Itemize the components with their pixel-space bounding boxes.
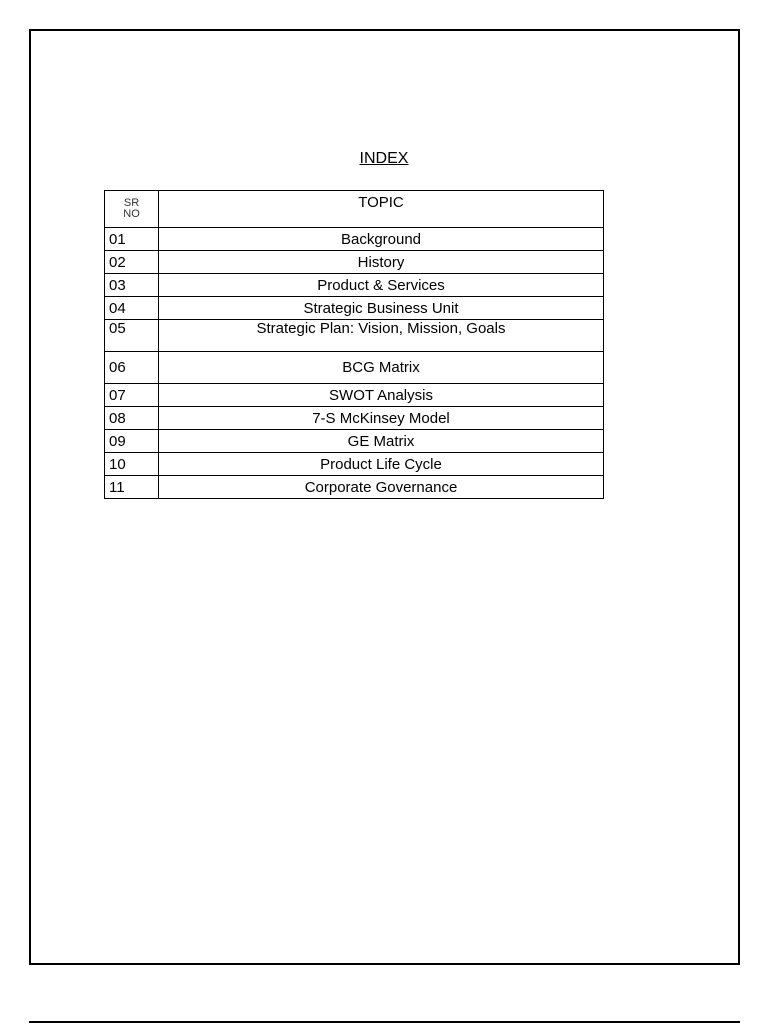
row-number: 07 — [105, 384, 159, 407]
row-topic: 7-S McKinsey Model — [159, 407, 604, 430]
row-topic: Corporate Governance — [159, 476, 604, 499]
table-row — [105, 274, 604, 297]
table-row — [105, 228, 604, 251]
row-topic: Product & Services — [159, 274, 604, 297]
row-topic: BCG Matrix — [159, 352, 604, 384]
row-number: 04 — [105, 297, 159, 320]
table-row — [105, 320, 604, 352]
row-number: 11 — [105, 476, 159, 499]
table-row — [105, 453, 604, 476]
bottom-divider — [29, 1021, 740, 1023]
table-row — [105, 297, 604, 320]
row-topic: Background — [159, 228, 604, 251]
table-row — [105, 430, 604, 453]
row-number: 05 — [105, 320, 159, 352]
row-topic: Strategic Plan: Vision, Mission, Goals — [159, 320, 604, 352]
table-row — [105, 476, 604, 499]
page-title: INDEX — [359, 150, 409, 167]
table-header-row — [105, 191, 604, 228]
row-number: 02 — [105, 251, 159, 274]
row-number: 01 — [105, 228, 159, 251]
row-topic: Product Life Cycle — [159, 453, 604, 476]
sr-label: SR — [123, 197, 140, 209]
row-number: 06 — [105, 352, 159, 384]
column-header-sr-no — [105, 191, 159, 228]
index-table — [104, 190, 604, 499]
row-number: 09 — [105, 430, 159, 453]
row-topic: GE Matrix — [159, 430, 604, 453]
row-number: 10 — [105, 453, 159, 476]
row-topic: Strategic Business Unit — [159, 297, 604, 320]
row-topic: SWOT Analysis — [159, 384, 604, 407]
table-row — [105, 352, 604, 384]
table-row — [105, 384, 604, 407]
row-number: 08 — [105, 407, 159, 430]
table-row — [105, 251, 604, 274]
row-topic: History — [159, 251, 604, 274]
column-header-topic: TOPIC — [159, 191, 604, 228]
table-row — [105, 407, 604, 430]
no-label: NO — [123, 208, 140, 220]
row-number: 03 — [105, 274, 159, 297]
